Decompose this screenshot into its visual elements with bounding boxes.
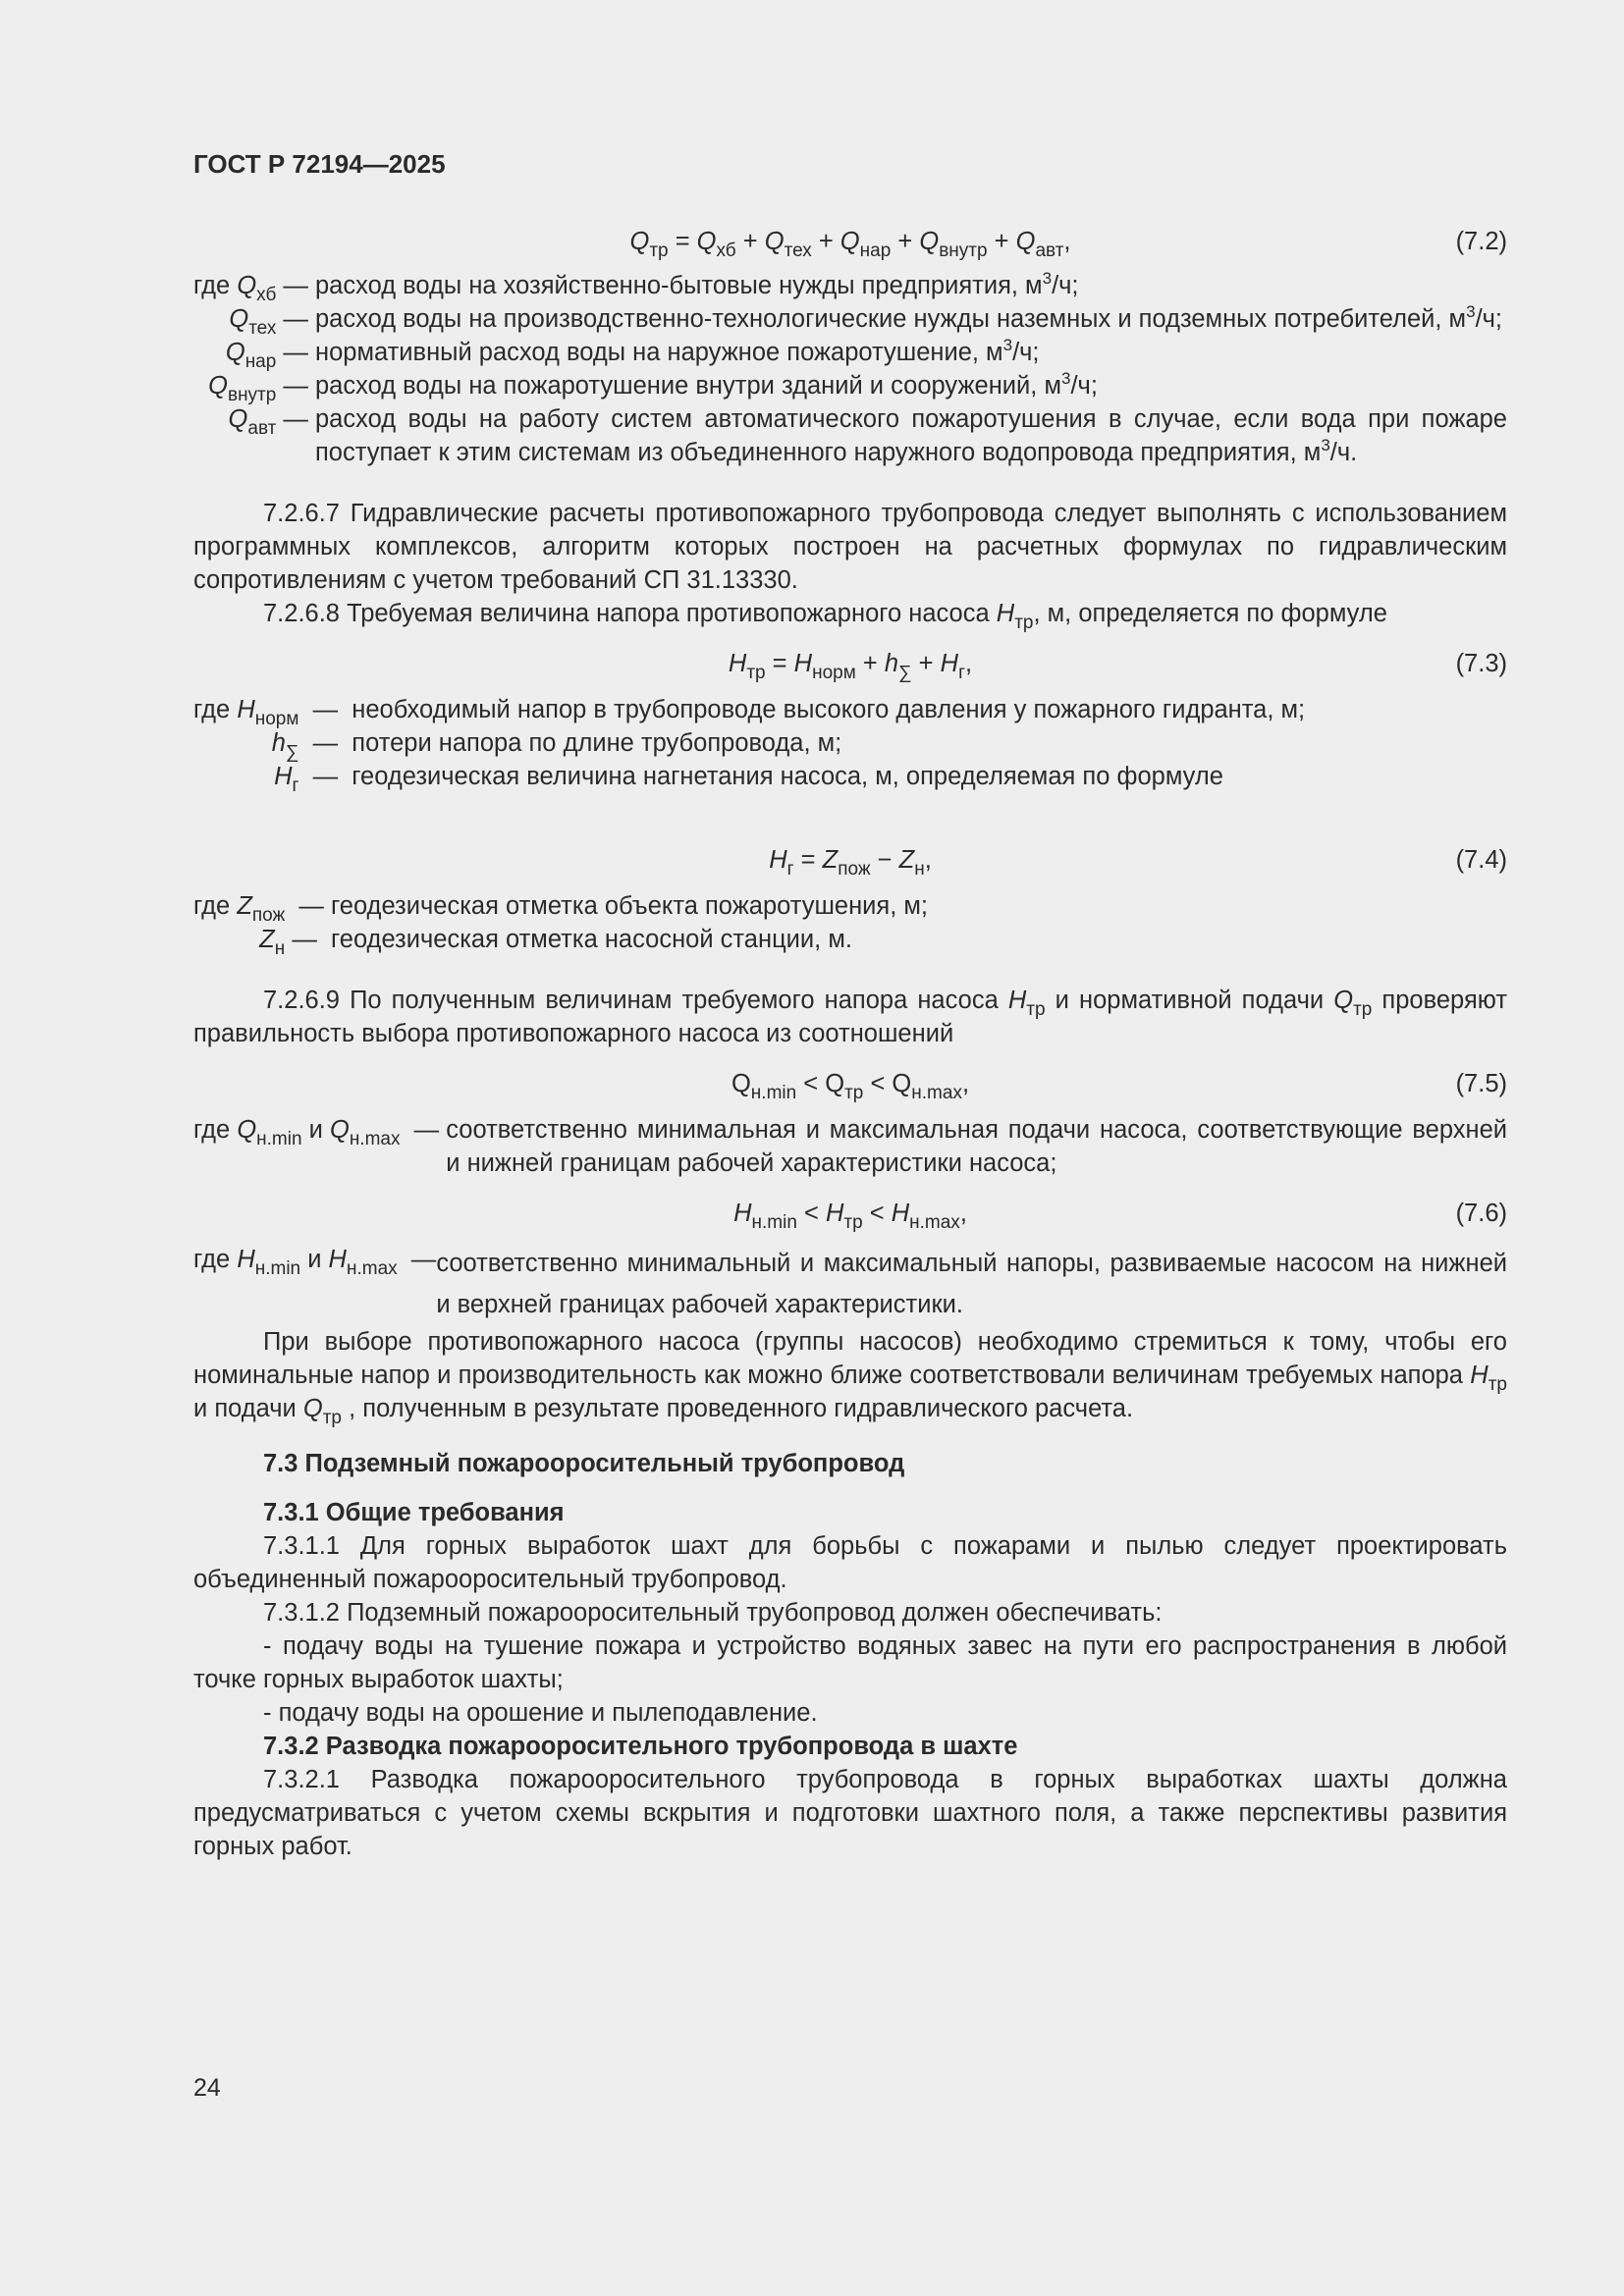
formula-7-2 bbox=[193, 222, 1507, 261]
paragraph-7-2-6-8: 7.2.6.8 Требуемая величина напора противопожарного насоса $H_{тр}$, м, определяется по формуле bbox=[263, 600, 1387, 633]
list-item: - подачу воды на орошение и пылеподавление. bbox=[263, 1699, 818, 1727]
definitions-7-6: где $H_{н.min}$ и $H_{н.max}$ — соответственно минимальный и максимальный напоры, развиваемые насосом на нижней и верхней границах рабочей характеристики. bbox=[193, 1246, 1507, 1318]
definitions-7-2: где $Q_{хб}$ — расход воды на хозяйственно-бытовые нужды предприятия, $м^3/ч$; $Q_{тех}$ — расход воды на производственно-технологические нужды наземных и подземных потребителей, $м^3/ч$; $Q_{нар}$ — нормативный расход воды на наружное пожаротушение, $м^3/ч$; $Q_{внутр}$ — расход воды на пожаротушение внутри зданий и сооружений, $м^3/ч$; $Q_{авт}$ — расход воды на работу систем автоматического пожаротушения в случае, если вода при пожаре поступает к этим системам из объединенного наружного водопровода предприятия, $м^3/ч$. bbox=[193, 269, 1507, 466]
paragraph-7-3-1-2: 7.3.1.2 Подземный пожарооросительный трубопровод должен обеспечивать: bbox=[263, 1599, 1163, 1627]
formula-7-2-number: (7.2) bbox=[1455, 228, 1507, 255]
body-section-72 bbox=[193, 222, 1507, 1863]
definitions-7-3: где $H_{норм}$ — необходимый напор в трубопроводе высокого давления у пожарного гидранта, м; $h_\sum$ — потери напора по длине трубопровода, м; $H_г$ — геодезическая величина нагнетания насоса, м, определяемая по формуле bbox=[193, 696, 1306, 796]
formula-7-6: $H_{н.min} < H_{тр} < H_{н.max}$, (7.6) bbox=[733, 1200, 1507, 1233]
list-item: - подачу воды на тушение пожара и устройство водяных завес на пути его распространения в любой точке горных выработок шахты; bbox=[193, 1632, 1507, 1693]
paragraph-pump-choice: При выборе противопожарного насоса (группы насосов) необходимо стремиться к тому, чтобы его номинальные напор и производительность как можно ближе соответствовали величинам требуемых напора $H_{тр}$ и подачи $Q_{тр}$ , полученным в результате проведенного гидравлического расчета. bbox=[193, 1328, 1507, 1428]
paragraph-7-2-6-7: 7.2.6.7 Гидравлические расчеты противопожарного трубопровода следует выполнять с использованием программных комплексов, алгоритм которых построен на расчетных формулах по гидравлическим сопротивлениям с учетом требований СП 31.13330. bbox=[193, 500, 1507, 594]
page-header: ГОСТ Р 72194—2025 bbox=[193, 149, 446, 179]
formula-7-2-expression: $Q_{тр} = Q_{хб} + Q_{тех} + Q_{нар} + Q_{внутр} + Q_{авт}$, bbox=[629, 228, 1071, 261]
formula-7-5: $Q_{н.min} < Q_{тр} < Q_{н.max}$, (7.5) bbox=[731, 1070, 1507, 1103]
heading-7-3: 7.3 Подземный пожарооросительный трубопровод bbox=[263, 1450, 905, 1477]
definitions-7-4: где $Z_{пож}$ — геодезическая отметка объекта пожаротушения, м; $Z_н$ — геодезическая отметка насосной станции, м. bbox=[193, 892, 929, 959]
paragraph-7-3-1-1: 7.3.1.1 Для горных выработок шахт для борьбы с пожарами и пылью следует проектировать объединенный пожарооросительный трубопровод. bbox=[193, 1532, 1507, 1593]
formula-7-3: $H_{тр} = H_{норм} + h_\sum + H_г$, (7.3) bbox=[728, 650, 1507, 683]
paragraph-7-3-2-1: 7.3.2.1 Разводка пожарооросительного трубопровода в горных выработках шахты должна предусматриваться с учетом схемы вскрытия и подготовки шахтного поля, а также перспективы развития горных работ. bbox=[193, 1766, 1507, 1860]
heading-7-3-1: 7.3.1 Общие требования bbox=[263, 1499, 565, 1526]
heading-7-3-2: 7.3.2 Разводка пожарооросительного трубопровода в шахте bbox=[263, 1733, 1018, 1760]
formula-7-4: $H_г = Z_{пож} - Z_н$, (7.4) bbox=[769, 846, 1507, 880]
paragraph-7-2-6-9: 7.2.6.9 По полученным величинам требуемого напора насоса $H_{тр}$ и нормативной подачи $Q_{тр}$ проверяют правильность выбора противопожарного насоса из соотношений bbox=[193, 987, 1507, 1047]
definitions-7-5: где $Q_{н.min}$ и $Q_{н.max}$ — соответственно минимальная и максимальная подачи насоса, соответствующие верхней и нижней границам рабочей характеристики насоса; bbox=[193, 1116, 1507, 1177]
page-number: 24 bbox=[193, 2074, 221, 2102]
